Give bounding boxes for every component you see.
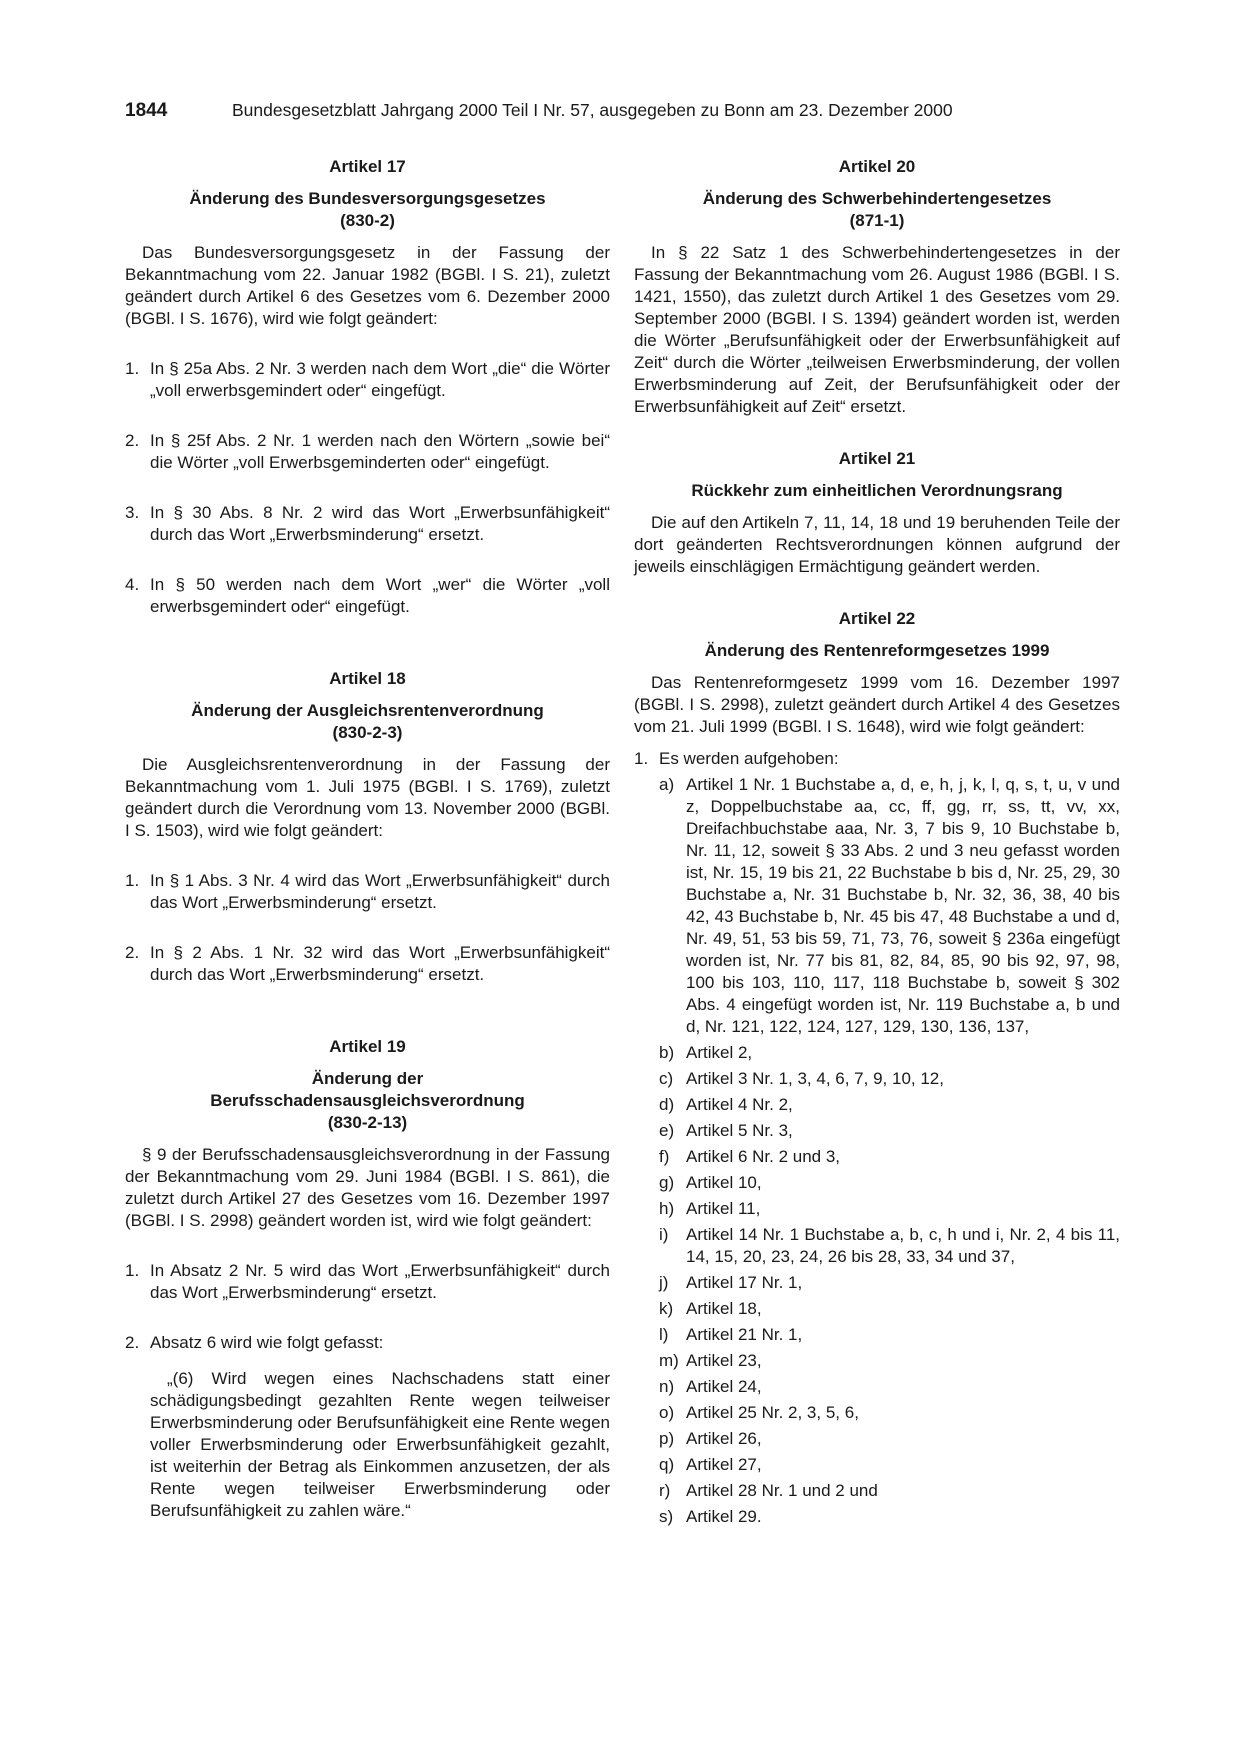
- sub-item-letter: i): [659, 1225, 669, 1244]
- item-number: 1.: [125, 871, 140, 890]
- sub-item-text: Artikel 3 Nr. 1, 3, 4, 6, 7, 9, 10, 12,: [686, 1069, 944, 1088]
- article-intro: § 9 der Berufsschadensausgleichsverordnung in der Fassung der Bekanntmachung vom 29. Juni 1984 (BGBl. I S. 861), die zuletzt durch Artikel 27 des Gesetzes vom 16. Dezember 1997 (BGBl. I S. 2998) geändert worden ist, wird wie folgt geändert:: [125, 1145, 610, 1230]
- sub-item-text: Artikel 23,: [686, 1351, 762, 1370]
- article-intro: Das Rentenreformgesetz 1999 vom 16. Dezember 1997 (BGBl. I S. 2998), zuletzt geändert durch Artikel 4 des Gesetzes vom 21. Juli 1999 (BGBl. I S. 1648), wird wie folgt geändert:: [634, 673, 1120, 736]
- subtitle-line: Änderung der: [311, 1069, 424, 1088]
- article-heading: Artikel 20: [838, 157, 916, 176]
- sub-item-text: Artikel 28 Nr. 1 und 2 und: [686, 1481, 878, 1500]
- list-item: [125, 1260, 610, 1304]
- sub-item-letter: c): [659, 1069, 674, 1088]
- article-20: [634, 156, 1120, 418]
- subtitle-code: (830-2-13): [327, 1113, 408, 1132]
- article-heading: Artikel 19: [329, 1037, 406, 1056]
- item-number: 2.: [125, 943, 140, 962]
- sub-item-text: Artikel 21 Nr. 1,: [686, 1325, 803, 1344]
- sub-list-item: [659, 1350, 1120, 1372]
- item-text: In § 25f Abs. 2 Nr. 1 werden nach den Wörtern „sowie bei“ die Wörter „voll Erwerbsgeminderten oder“ eingefügt.: [150, 431, 610, 472]
- sub-item-letter: l): [659, 1325, 669, 1344]
- sub-item-text: Artikel 29.: [686, 1507, 762, 1526]
- sub-list-item: [659, 1272, 1120, 1294]
- sub-item-letter: q): [659, 1455, 675, 1474]
- sub-item-text: Artikel 17 Nr. 1,: [686, 1273, 803, 1292]
- sub-item-text: Artikel 6 Nr. 2 und 3,: [686, 1147, 841, 1166]
- subtitle-code: (871-1): [849, 211, 905, 230]
- sub-item-text: Artikel 11,: [686, 1199, 761, 1218]
- list-item: [125, 574, 610, 618]
- item-number: 1.: [125, 1261, 140, 1280]
- sub-item-letter: e): [659, 1121, 675, 1140]
- sub-item-letter: r): [659, 1481, 671, 1500]
- sub-item-letter: j): [659, 1273, 669, 1292]
- sub-list-item: [659, 1506, 1120, 1528]
- sub-list-item: [659, 1324, 1120, 1346]
- list-item: [634, 748, 1120, 770]
- sub-list-item: [659, 1480, 1120, 1502]
- sub-item-text: Artikel 10,: [686, 1173, 762, 1192]
- article-22: [634, 608, 1120, 1528]
- sub-list-item: [659, 1224, 1120, 1268]
- sub-item-letter: p): [659, 1429, 675, 1448]
- sub-item-text: Artikel 26,: [686, 1429, 762, 1448]
- sub-item-letter: m): [659, 1351, 679, 1370]
- item-number: 3.: [125, 503, 140, 522]
- article-19: [125, 1036, 610, 1522]
- page-number: 1844: [125, 100, 168, 121]
- subtitle-code: (830-2-3): [332, 723, 403, 742]
- article-subtitle: Rückkehr zum einheitlichen Verordnungsrang: [691, 481, 1063, 500]
- sub-item-text: Artikel 5 Nr. 3,: [686, 1121, 793, 1140]
- sub-item-text: Artikel 24,: [686, 1377, 762, 1396]
- item-text: In § 30 Abs. 8 Nr. 2 wird das Wort „Erwerbsunfähigkeit“ durch das Wort „Erwerbsminderung“ ersetzt.: [150, 503, 610, 544]
- article-intro: Das Bundesversorgungsgesetz in der Fassung der Bekanntmachung vom 22. Januar 1982 (BGBl. I S. 21), zuletzt geändert durch Artikel 6 des Gesetzes vom 6. Dezember 2000 (BGBl. I S. 1676), wird wie folgt geändert:: [125, 243, 610, 328]
- item-text: In § 1 Abs. 3 Nr. 4 wird das Wort „Erwerbsunfähigkeit“ durch das Wort „Erwerbsminderung“ ersetzt.: [150, 871, 610, 912]
- sub-item-text: Artikel 27,: [686, 1455, 762, 1474]
- sub-item-letter: b): [659, 1043, 675, 1062]
- item-number: 2.: [125, 431, 140, 450]
- sub-list-item: [659, 1376, 1120, 1398]
- sub-item-letter: o): [659, 1403, 675, 1422]
- sub-item-text: Artikel 18,: [686, 1299, 762, 1318]
- article-intro: Die Ausgleichsrentenverordnung in der Fassung der Bekanntmachung vom 1. Juli 1975 (BGBl. I S. 1769), zuletzt geändert durch die Verordnung vom 13. November 2000 (BGBl. I S. 1503), wird wie folgt geändert:: [125, 755, 610, 840]
- sub-item-letter: a): [659, 775, 675, 794]
- list-item: [125, 430, 610, 474]
- sub-item-letter: f): [659, 1147, 670, 1166]
- sub-item-letter: k): [659, 1299, 674, 1318]
- sub-list-item: [659, 1454, 1120, 1476]
- sub-item-letter: d): [659, 1095, 675, 1114]
- article-subtitle: Änderung des Rentenreformgesetzes 1999: [704, 641, 1050, 660]
- article-heading: Artikel 18: [329, 669, 406, 688]
- subtitle-line: Änderung des Bundesversorgungsgesetzes: [189, 189, 546, 208]
- item-text: In § 25a Abs. 2 Nr. 3 werden nach dem Wort „die“ die Wörter „voll erwerbsgemindert oder“ eingefügt.: [150, 359, 610, 400]
- sub-item-text: Artikel 4 Nr. 2,: [686, 1095, 793, 1114]
- sub-list-item: [659, 1198, 1120, 1220]
- list-item: [125, 502, 610, 546]
- list-item: [125, 942, 610, 986]
- sub-list-item: [659, 1042, 1120, 1064]
- article-17: [125, 156, 610, 618]
- sub-item-text: Artikel 14 Nr. 1 Buchstabe a, b, c, h und i, Nr. 2, 4 bis 11, 14, 15, 20, 23, 24, 26 bis 28, 33, 34 und 37,: [686, 1225, 1120, 1266]
- article-subtitle: [125, 700, 610, 744]
- article-heading: Artikel 22: [838, 609, 916, 628]
- page-header: [125, 100, 1125, 122]
- item-text: Es werden aufgehoben:: [659, 749, 839, 768]
- item-number: 1.: [634, 749, 649, 768]
- sub-list-item: [659, 1068, 1120, 1090]
- sub-list-item: [659, 1120, 1120, 1142]
- item-text: In § 2 Abs. 1 Nr. 32 wird das Wort „Erwerbsunfähigkeit“ durch das Wort „Erwerbsminderung“ ersetzt.: [150, 943, 610, 984]
- sub-list-item: [659, 1402, 1120, 1424]
- article-subtitle: [634, 188, 1120, 232]
- article-intro: Die auf den Artikeln 7, 11, 14, 18 und 19 beruhenden Teile der dort geänderten Rechtsverordnungen können aufgrund der jeweils einschlägigen Ermächtigung geändert werden.: [634, 513, 1120, 576]
- sub-list-item: [659, 774, 1120, 1038]
- article-18: [125, 668, 610, 986]
- article-subtitle: [125, 188, 610, 232]
- sub-list: [659, 774, 1120, 1528]
- item-number: 1.: [125, 359, 140, 378]
- sub-list-item: [659, 1094, 1120, 1116]
- item-text: Absatz 6 wird wie folgt gefasst:: [150, 1333, 384, 1352]
- sub-list-item: [659, 1172, 1120, 1194]
- subtitle-line: Berufsschadensausgleichsverordnung: [210, 1091, 525, 1110]
- article-intro: In § 22 Satz 1 des Schwerbehindertengesetzes in der Fassung der Bekanntmachung vom 26. August 1986 (BGBl. I S. 1421, 1550), das zuletzt durch Artikel 1 des Gesetzes vom 29. September 2000 (BGBl. I S. 1394) geändert worden ist, werden die Wörter „Berufsunfähigkeit oder der Erwerbsunfähigkeit auf Zeit“ durch die Wörter „teilweisen Erwerbsminderung, der vollen Erwerbsminderung auf Zeit, der Berufsunfähigkeit oder der Erwerbsunfähigkeit auf Zeit“ ersetzt.: [634, 243, 1120, 416]
- sub-item-letter: g): [659, 1173, 675, 1192]
- item-text: In Absatz 2 Nr. 5 wird das Wort „Erwerbsunfähigkeit“ durch das Wort „Erwerbsminderung“ ersetzt.: [150, 1261, 610, 1302]
- sub-list-item: [659, 1298, 1120, 1320]
- article-21: [634, 448, 1120, 578]
- sub-item-text: Artikel 2,: [686, 1043, 753, 1062]
- article-subtitle: [125, 1068, 610, 1134]
- sub-item-letter: n): [659, 1377, 675, 1396]
- article-heading: Artikel 17: [329, 157, 406, 176]
- sub-item-letter: h): [659, 1199, 675, 1218]
- subtitle-line: Änderung der Ausgleichsrentenverordnung: [191, 701, 544, 720]
- article-heading: Artikel 21: [838, 449, 916, 468]
- item-number: 2.: [125, 1333, 140, 1352]
- sub-item-text: Artikel 25 Nr. 2, 3, 5, 6,: [686, 1403, 859, 1422]
- item-number: 4.: [125, 575, 140, 594]
- subtitle-code: (830-2): [340, 211, 395, 230]
- sub-list-item: [659, 1428, 1120, 1450]
- left-column: [125, 156, 610, 1522]
- right-column: [634, 156, 1120, 1528]
- gazette-title: Bundesgesetzblatt Jahrgang 2000 Teil I Nr. 57, ausgegeben zu Bonn am 23. Dezember 2000: [232, 100, 953, 120]
- sub-list-item: [659, 1146, 1120, 1168]
- quoted-paragraph: „(6) Wird wegen eines Nachschadens statt einer schädigungsbedingt gezahlten Rente wegen teilweiser Erwerbsminderung oder Berufsunfähigkeit eine Rente wegen voller Erwerbsminderung oder Erwerbsunfähigkeit gezahlt, ist weiterhin der Betrag als Einkommen anzusetzen, der als Rente wegen teilweiser Erwerbsminderung oder Berufsunfähigkeit zu zahlen wäre.“: [150, 1369, 610, 1520]
- list-item: [125, 1332, 610, 1354]
- list-item: [125, 870, 610, 914]
- list-item: [125, 358, 610, 402]
- sub-item-text: Artikel 1 Nr. 1 Buchstabe a, d, e, h, j, k, l, q, s, t, u, v und z, Doppelbuchstabe aa, cc, ff, gg, rr, ss, tt, vv, xx, Dreifachbuchstabe aaa, Nr. 3, 7 bis 9, 10 Buchstabe b, Nr. 11, 12, soweit § 33 Abs. 2 und 3 neu gefasst worden ist, Nr. 15, 19 bis 21, 22 Buchstabe b bis d, Nr. 25, 29, 30 Buchstabe a, Nr. 31 Buchstabe b, Nr. 32, 36, 38, 40 bis 42, 43 Buchstabe b, Nr. 45 bis 47, 48 Buchstabe a und d, Nr. 49, 51, 53 bis 59, 71, 73, 76, soweit § 236a eingefügt worden ist, Nr. 77 bis 81, 82, 84, 85, 90 bis 92, 97, 98, 100 bis 103, 110, 117, 118 Buchstabe b, soweit § 302 Abs. 4 eingefügt worden ist, Nr. 119 Buchstabe a, b und d, Nr. 121, 122, 124, 127, 129, 130, 136, 137,: [686, 775, 1120, 1036]
- sub-item-letter: s): [659, 1507, 674, 1526]
- subtitle-line: Änderung des Schwerbehindertengesetzes: [702, 189, 1052, 208]
- item-text: In § 50 werden nach dem Wort „wer“ die Wörter „voll erwerbsgemindert oder“ eingefügt.: [150, 575, 610, 616]
